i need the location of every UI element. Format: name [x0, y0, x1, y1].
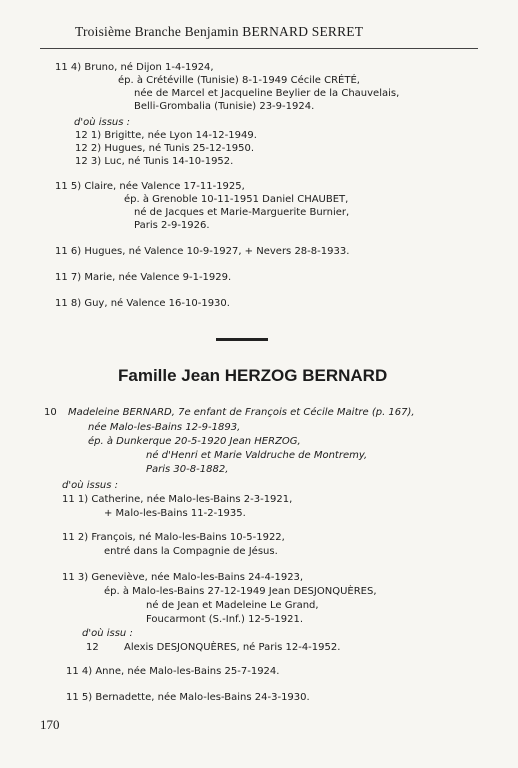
running-header: Troisième Branche Benjamin BERNARD SERRET — [75, 24, 364, 39]
child-genevieve: 11 3) Geneviève, née Malo-les-Bains 24-4-1923, — [62, 572, 304, 583]
child-genevieve-spouse-parents: né de Jean et Madeleine Le Grand, — [146, 600, 319, 611]
child-genevieve-spouse-birth: Foucarmont (S.-Inf.) 12-5-1921. — [146, 614, 304, 625]
entry-bruno-spouse-birth: Belli-Grombalia (Tunisie) 23-9-1924. — [134, 101, 315, 112]
page-number: 170 — [40, 717, 60, 732]
child-genevieve-marriage: ép. à Malo-les-Bains 27-12-1949 Jean DESJONQUÈRES, — [104, 586, 377, 597]
family-title: Famille Jean HERZOG BERNARD — [118, 366, 388, 385]
child-francois-note: entré dans la Compagnie de Jésus. — [104, 546, 278, 557]
issue-label: d'où issu : — [82, 628, 133, 639]
entry-madeleine-birth: née Malo-les-Bains 12-9-1893, — [88, 422, 241, 433]
section-separator — [216, 338, 268, 341]
child-anne: 11 4) Anne, née Malo-les-Bains 25-7-1924. — [66, 666, 280, 677]
entry-marie: 11 7) Marie, née Valence 9-1-1929. — [55, 272, 232, 283]
child-luc: 12 3) Luc, né Tunis 14-10-1952. — [75, 156, 234, 167]
child-hugues: 12 2) Hugues, né Tunis 25-12-1950. — [75, 143, 255, 154]
entry-madeleine: Madeleine BERNARD, 7e enfant de François et Cécile Maitre (p. 167), — [68, 407, 415, 418]
entry-bruno-marriage: ép. à Crétéville (Tunisie) 8-1-1949 Cécile CRÉTÉ, — [118, 75, 360, 86]
child-brigitte: 12 1) Brigitte, née Lyon 14-12-1949. — [75, 130, 257, 141]
entry-hugues: 11 6) Hugues, né Valence 10-9-1927, + Nevers 28-8-1933. — [55, 246, 350, 257]
entry-jean-birth: Paris 30-8-1882, — [146, 464, 229, 475]
entry-claire: 11 5) Claire, née Valence 17-11-1925, — [55, 181, 245, 192]
issue-label: d'où issus : — [62, 480, 119, 491]
entry-bruno-spouse-parents: née de Marcel et Jacqueline Beylier de la Chauvelais, — [134, 88, 400, 99]
child-francois: 11 2) François, né Malo-les-Bains 10-5-1922, — [62, 532, 285, 543]
generation-number: 10 — [44, 407, 57, 418]
entry-madeleine-marriage: ép. à Dunkerque 20-5-1920 Jean HERZOG, — [88, 436, 301, 447]
child-catherine: 11 1) Catherine, née Malo-les-Bains 2-3-1921, — [62, 494, 293, 505]
header-rule — [40, 48, 478, 49]
grandchild-alexis: Alexis DESJONQUÈRES, né Paris 12-4-1952. — [124, 642, 341, 653]
entry-claire-spouse-parents: né de Jacques et Marie-Marguerite Burnier, — [134, 207, 350, 218]
entry-jean-parents: né d'Henri et Marie Valdruche de Montremy, — [146, 450, 368, 461]
child-catherine-death: + Malo-les-Bains 11-2-1935. — [104, 508, 246, 519]
child-bernadette: 11 5) Bernadette, née Malo-les-Bains 24-3-1930. — [66, 692, 310, 703]
entry-guy: 11 8) Guy, né Valence 16-10-1930. — [55, 298, 230, 309]
entry-claire-marriage: ép. à Grenoble 10-11-1951 Daniel CHAUBET, — [124, 194, 349, 205]
issue-label: d'où issus : — [74, 117, 131, 128]
entry-bruno: 11 4) Bruno, né Dijon 1-4-1924, — [55, 62, 214, 73]
entry-claire-spouse-birth: Paris 2-9-1926. — [134, 220, 210, 231]
grandchild-generation: 12 — [86, 642, 99, 653]
